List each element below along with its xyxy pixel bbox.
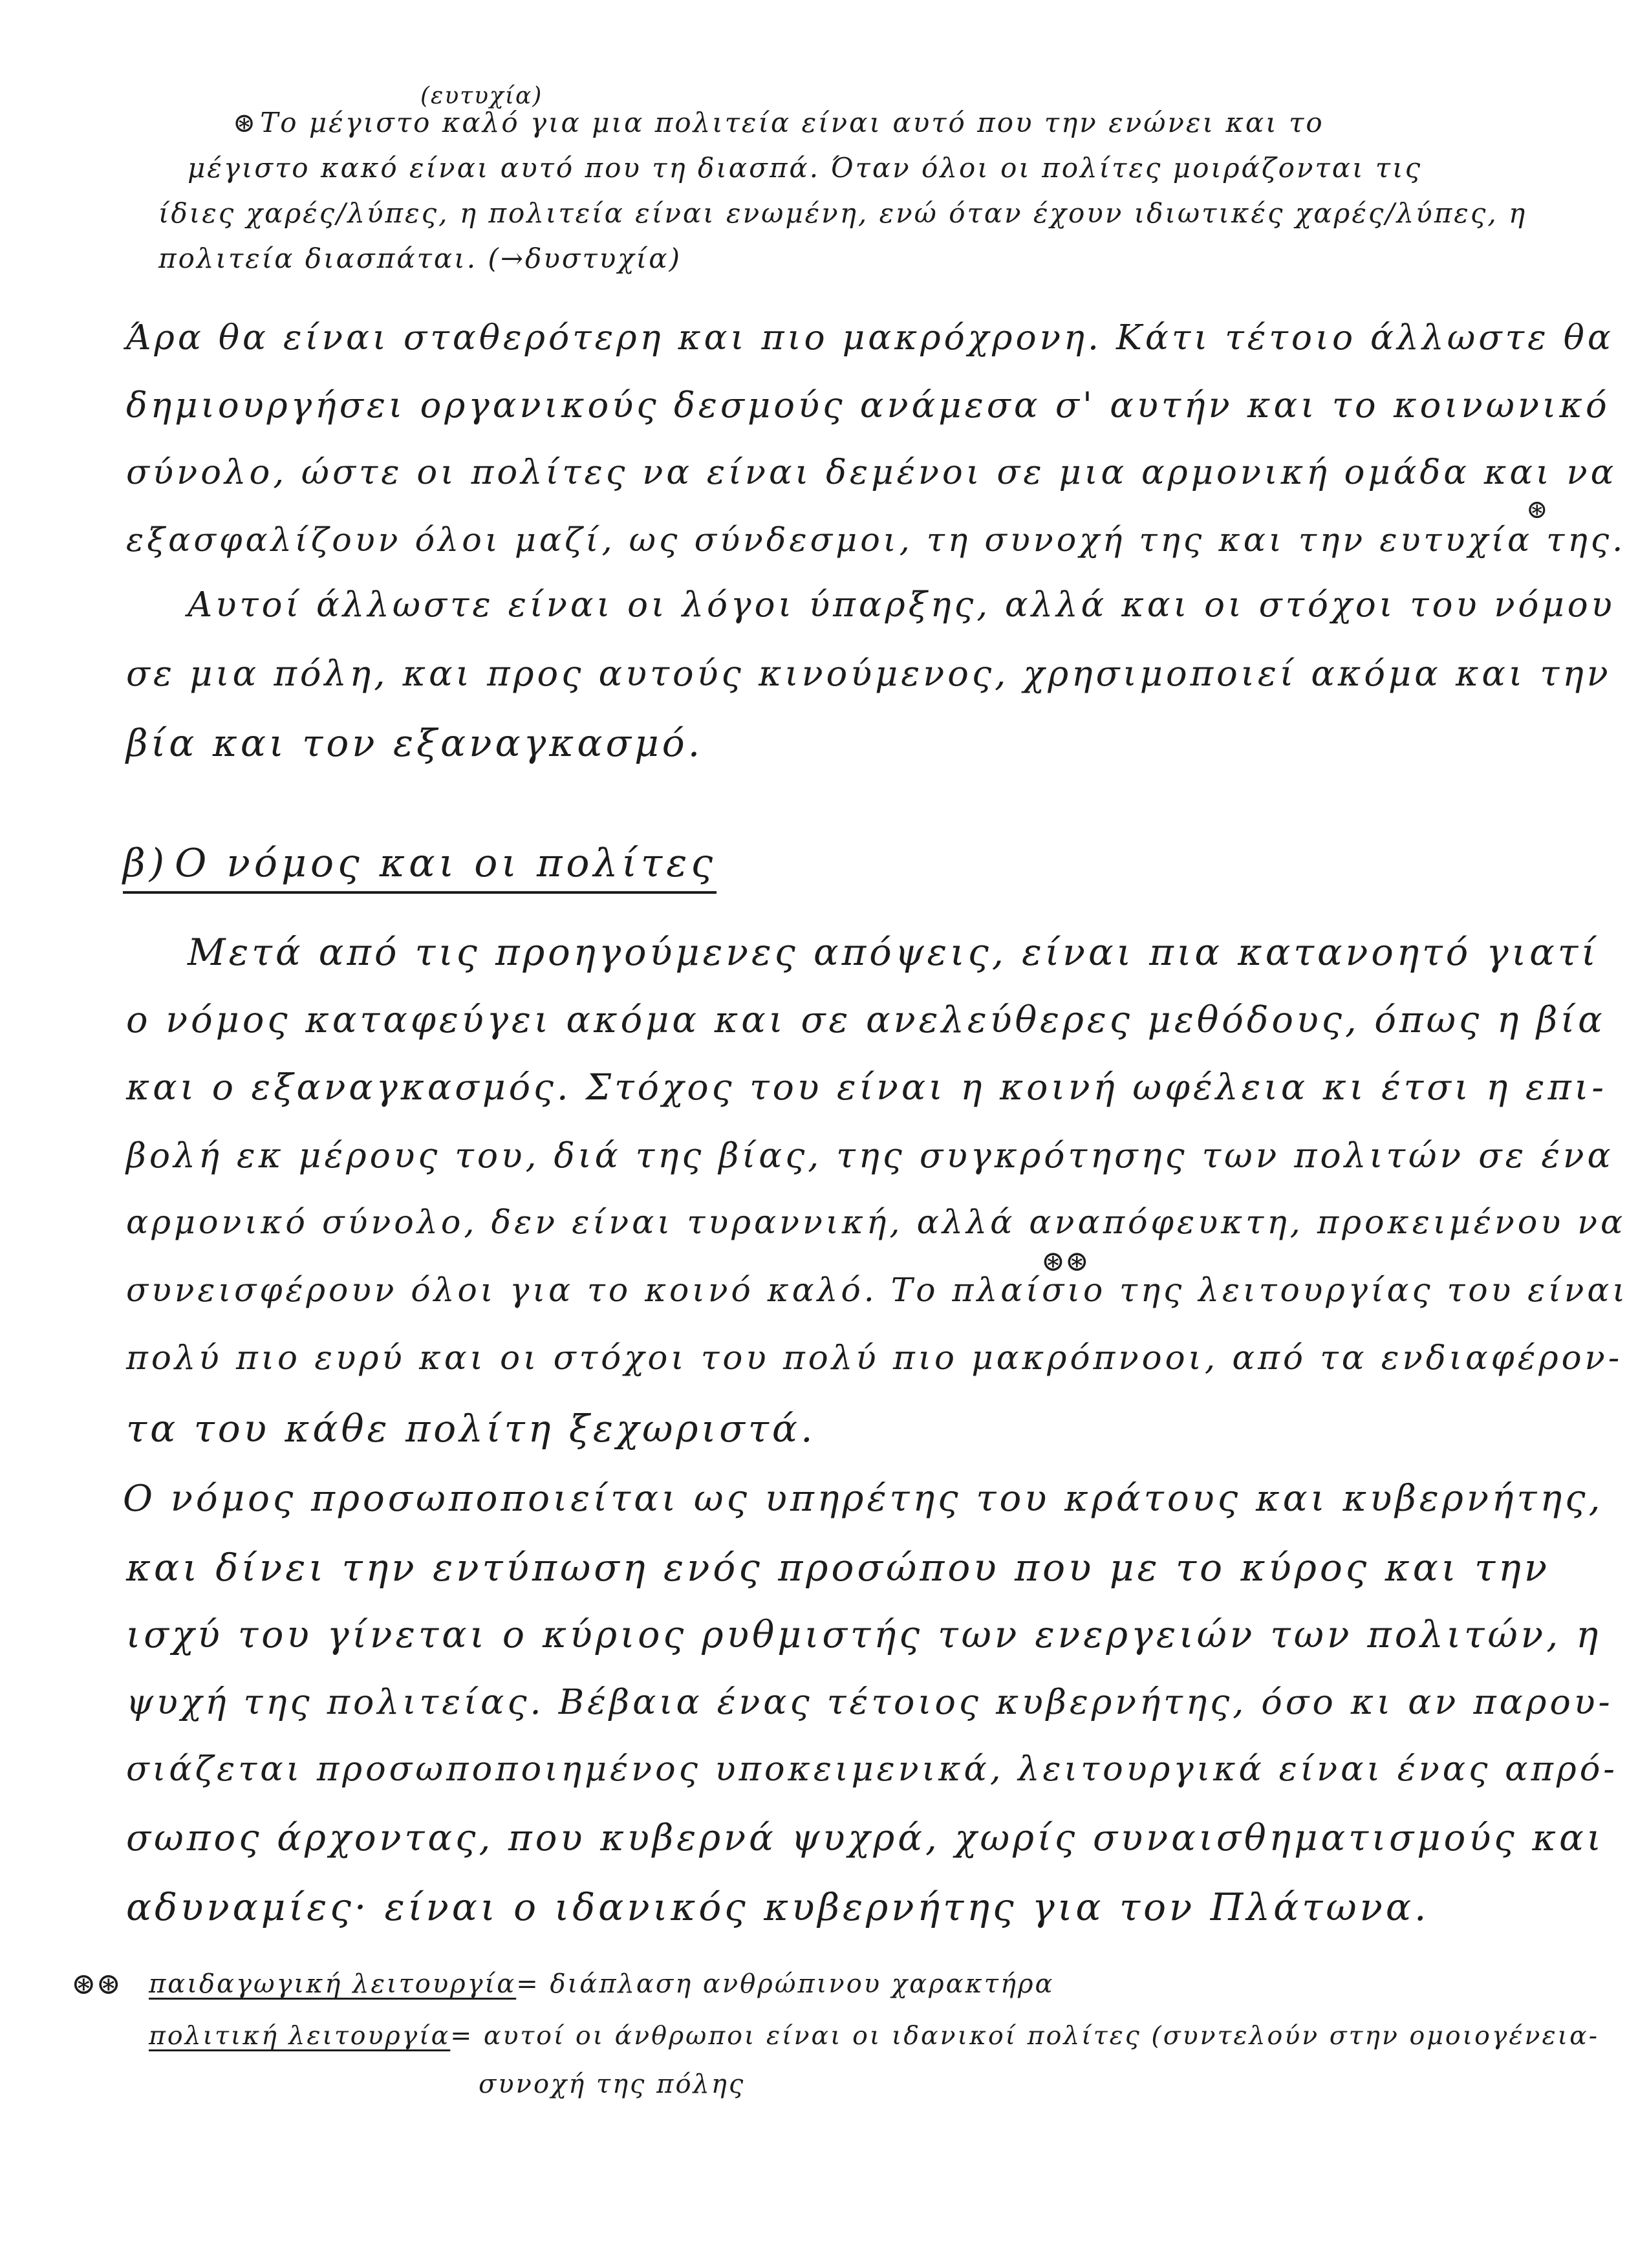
- note-superscript-word: (ευτυχία): [420, 83, 543, 109]
- section-paragraph-1-line-2: ο νόμος καταφεύγει ακόμα και σε ανελεύθερες μεθόδους, όπως η βία: [126, 999, 1606, 1041]
- section-title: Ο νόμος και οι πολίτες: [175, 841, 717, 886]
- section-paragraph-1-line-6: συνεισφέρουν όλοι για το κοινό καλό. Το πλαίσιο της λειτουργίας του είναι: [126, 1271, 1629, 1309]
- section-paragraph-1-line-8: τα του κάθε πολίτη ξεχωριστά.: [126, 1407, 816, 1451]
- footnote-line-3: συνοχή της πόλης: [479, 2069, 746, 2099]
- asterisk-icon: ⊛: [1526, 495, 1548, 524]
- section-heading: [123, 841, 717, 894]
- footnote-line-2: [149, 2021, 1599, 2051]
- note-line-1-text: Το μέγιστο καλό για μια πολιτεία είναι αυτό που την ενώνει και το: [260, 107, 1324, 138]
- footnote-line-1: [149, 1969, 1054, 1999]
- section-paragraph-1-line-4: βολή εκ μέρους του, διά της βίας, της συγκρότησης των πολιτών σε ένα: [126, 1135, 1614, 1176]
- section-paragraph-2-line-2: και δίνει την εντύπωση ενός προσώπου που με το κύρος και την: [126, 1546, 1551, 1590]
- section-paragraph-2-line-5: σιάζεται προσωποποιημένος υποκειμενικά, λειτουργικά είναι ένας απρό-: [126, 1749, 1618, 1789]
- section-paragraph-2-line-3: ισχύ του γίνεται ο κύριος ρυθμιστής των ενεργειών των πολιτών, η: [126, 1614, 1602, 1656]
- footnote-term-2: πολιτική λειτουργία: [149, 2021, 451, 2051]
- paragraph-1-line-2: δημιουργήσει οργανικούς δεσμούς ανάμεσα σ' αυτήν και το κοινωνικό: [126, 385, 1610, 426]
- section-paragraph-1-line-5: αρμονικό σύνολο, δεν είναι τυραννική, αλλά αναπόφευκτη, προκειμένου να: [126, 1203, 1626, 1241]
- paragraph-2-line-3: βία και τον εξαναγκασμό.: [126, 721, 704, 765]
- footnote-text-1: = διάπλαση ανθρώπινου χαρακτήρα: [516, 1969, 1055, 1999]
- section-paragraph-2-line-7: αδυναμίες· είναι ο ιδανικός κυβερνήτης για τον Πλάτωνα.: [126, 1885, 1430, 1929]
- note-line-1: [233, 107, 1324, 138]
- note-line-3: ίδιες χαρές/λύπες, η πολιτεία είναι ενωμένη, ενώ όταν έχουν ιδιωτικές χαρές/λύπες, η: [158, 197, 1527, 229]
- footnote-double-asterisk-icon: ⊛⊛: [71, 1966, 122, 2001]
- section-paragraph-1-line-3: και ο εξαναγκασμός. Στόχος του είναι η κοινή ωφέλεια κι έτσι η επι-: [126, 1067, 1608, 1108]
- paragraph-1-line-4: εξασφαλίζουν όλοι μαζί, ως σύνδεσμοι, τη συνοχή της και την ευτυχία της.: [126, 521, 1626, 559]
- section-paragraph-2-line-6: σωπος άρχοντας, που κυβερνά ψυχρά, χωρίς συναισθηματισμούς και: [126, 1817, 1604, 1859]
- paragraph-2-line-1: Αυτοί άλλωστε είναι οι λόγοι ύπαρξης, αλλά και οι στόχοι του νόμου: [188, 585, 1615, 625]
- section-number: β): [123, 841, 169, 886]
- asterisk-icon: ⊛: [233, 107, 258, 138]
- section-paragraph-1-line-7: πολύ πιο ευρύ και οι στόχοι του πολύ πιο μακρόπνοοι, από τα ενδιαφέρον-: [126, 1339, 1623, 1377]
- paragraph-1-line-3: σύνολο, ώστε οι πολίτες να είναι δεμένοι σε μια αρμονική ομάδα και να: [126, 453, 1617, 492]
- section-paragraph-2-line-1: Ο νόμος προσωποποιείται ως υπηρέτης του κράτους και κυβερνήτης,: [123, 1478, 1604, 1520]
- note-line-4: πολιτεία διασπάται. (→δυστυχία): [158, 243, 682, 274]
- footnote-term-1: παιδαγωγική λειτουργία: [149, 1969, 517, 1999]
- paragraph-1-line-1: Άρα θα είναι σταθερότερη και πιο μακρόχρονη. Κάτι τέτοιο άλλωστε θα: [126, 317, 1614, 358]
- footnote-text-2: = αυτοί οι άνθρωποι είναι οι ιδανικοί πολίτες (συντελούν στην ομοιογένεια-: [450, 2021, 1600, 2051]
- section-paragraph-1-line-1: Μετά από τις προηγούμενες απόψεις, είναι πια κατανοητό γιατί: [188, 931, 1599, 974]
- section-paragraph-2-line-4: ψυχή της πολιτείας. Βέβαια ένας τέτοιος κυβερνήτης, όσο κι αν παρου-: [126, 1681, 1613, 1722]
- paragraph-2-line-2: σε μια πόλη, και προς αυτούς κινούμενος, χρησιμοποιεί ακόμα και την: [126, 653, 1611, 694]
- note-line-2: μέγιστο κακό είναι αυτό που τη διασπά. Όταν όλοι οι πολίτες μοιράζονται τις: [188, 152, 1423, 184]
- double-asterisk-icon: ⊛⊛: [1041, 1245, 1089, 1278]
